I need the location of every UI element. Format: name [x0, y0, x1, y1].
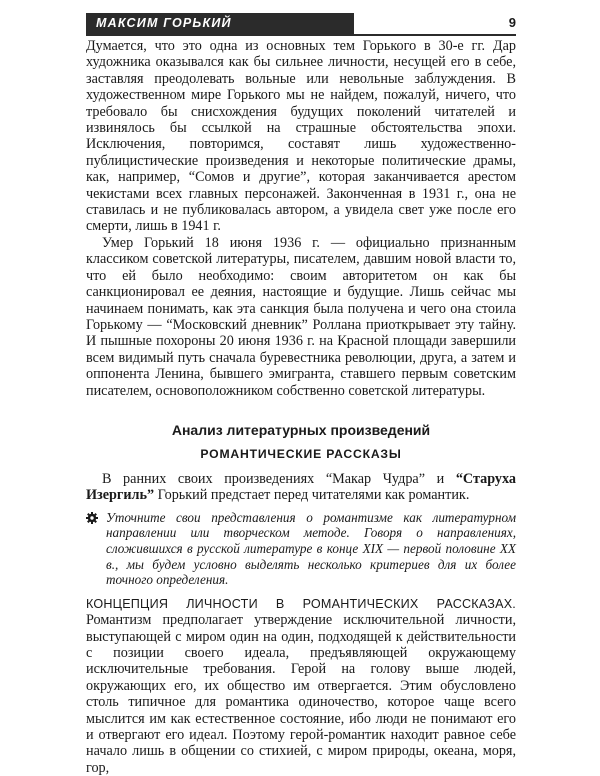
- header-rule: [86, 34, 516, 36]
- running-header: [86, 13, 516, 35]
- concept-paragraph: [86, 596, 516, 776]
- section-heading: Анализ литературных произведений: [171, 421, 431, 438]
- paragraph-2: Умер Горький 18 июня 1936 г. — официально признанным классиком советской литературы, писателем, давшим новой власти то, что ей было необходимо: своим авторитетом он как бы санкционировал ее деяния, настоящие и будущие. Лишь сейчас мы начинаем понимать, как эта санкция была получена и чего она стоила Горькому — “Московский дневник” Роллана приоткрывает эту тайну. И пышные похороны 20 июня 1936 г. на Красной площади завершили всем видимый путь сначала буревестника революции, друга, а затем и оппонента Ленина, бывшего эмигранта, ставшего первым советским писателем, основоположником собственно советской литературы.: [86, 234, 516, 399]
- intro-bold-title: “Старуха Изергиль”: [86, 470, 516, 504]
- subsection-heading: РОМАНТИЧЕСКИЕ РАССКАЗЫ: [200, 446, 402, 461]
- page-body: [86, 38, 516, 776]
- concept-label: КОНЦЕПЦИЯ ЛИЧНОСТИ В РОМАНТИЧЕСКИХ РАССКАЗАХ.: [86, 596, 516, 611]
- concept-text: Романтизм предполагает утверждение исключительной личности, выступающей с миром один на один, подходящей к действительности с позиции своего идеала, предъявляющей окружающему исключительные требования. Герой на голову выше людей, окружающих его, их общество им отвергается. Этим обусловлено столь типичное для романтика одиночество, которое чаще всего мыслится им как естественное состояние, ибо люди не понимают его и отвергают его идеал. Поэтому герой-романтик находит равное себе начало лишь в общении со стихией, с миром природы, океана, моря, гор,: [86, 612, 516, 776]
- page-number: 9: [508, 15, 516, 30]
- gear-icon: [86, 512, 98, 524]
- study-note-text: Уточните свои представления о романтизме как литературном направлении или творческом методе. Говоря о направлениях, сложившихся в русской литературе в конце XIX — первой половине XX в., мы будем условно выделять несколько критериев для их более точного определения.: [106, 509, 516, 588]
- header-title-bar: [86, 13, 354, 34]
- paragraph-1: Думается, что это одна из основных тем Горького в 30-е гг. Дар художника оказывался как бы сильнее личности, несущей его в себе, заставляя преодолевать вольные или невольные заблуждения. В художественном мире Горького мы не найдем, пожалуй, ничего, что требовало бы снисхождения будущих поколений читателей и извинялось бы ссылкой на страшные обстоятельства эпохи. Исключения, повторимся, составят лишь художественно-публицистические произведения и некоторые политические драмы, как, например, “Сомов и другие”, которая заканчивается арестом чекистами всех главных персонажей. Законченная в 1931 г., она не ставилась и не публиковалась автором, а увидела свет уже после его смерти, лишь в 1941 г.: [86, 38, 516, 235]
- study-note: [86, 510, 516, 588]
- intro-text-2: Горький предстает перед читателями как романтик.: [154, 487, 470, 504]
- running-title: МАКСИМ ГОРЬКИЙ: [96, 16, 232, 30]
- intro-text-1: В ранних своих произведениях “Макар Чудра” и: [102, 470, 456, 487]
- intro-paragraph: [86, 471, 516, 504]
